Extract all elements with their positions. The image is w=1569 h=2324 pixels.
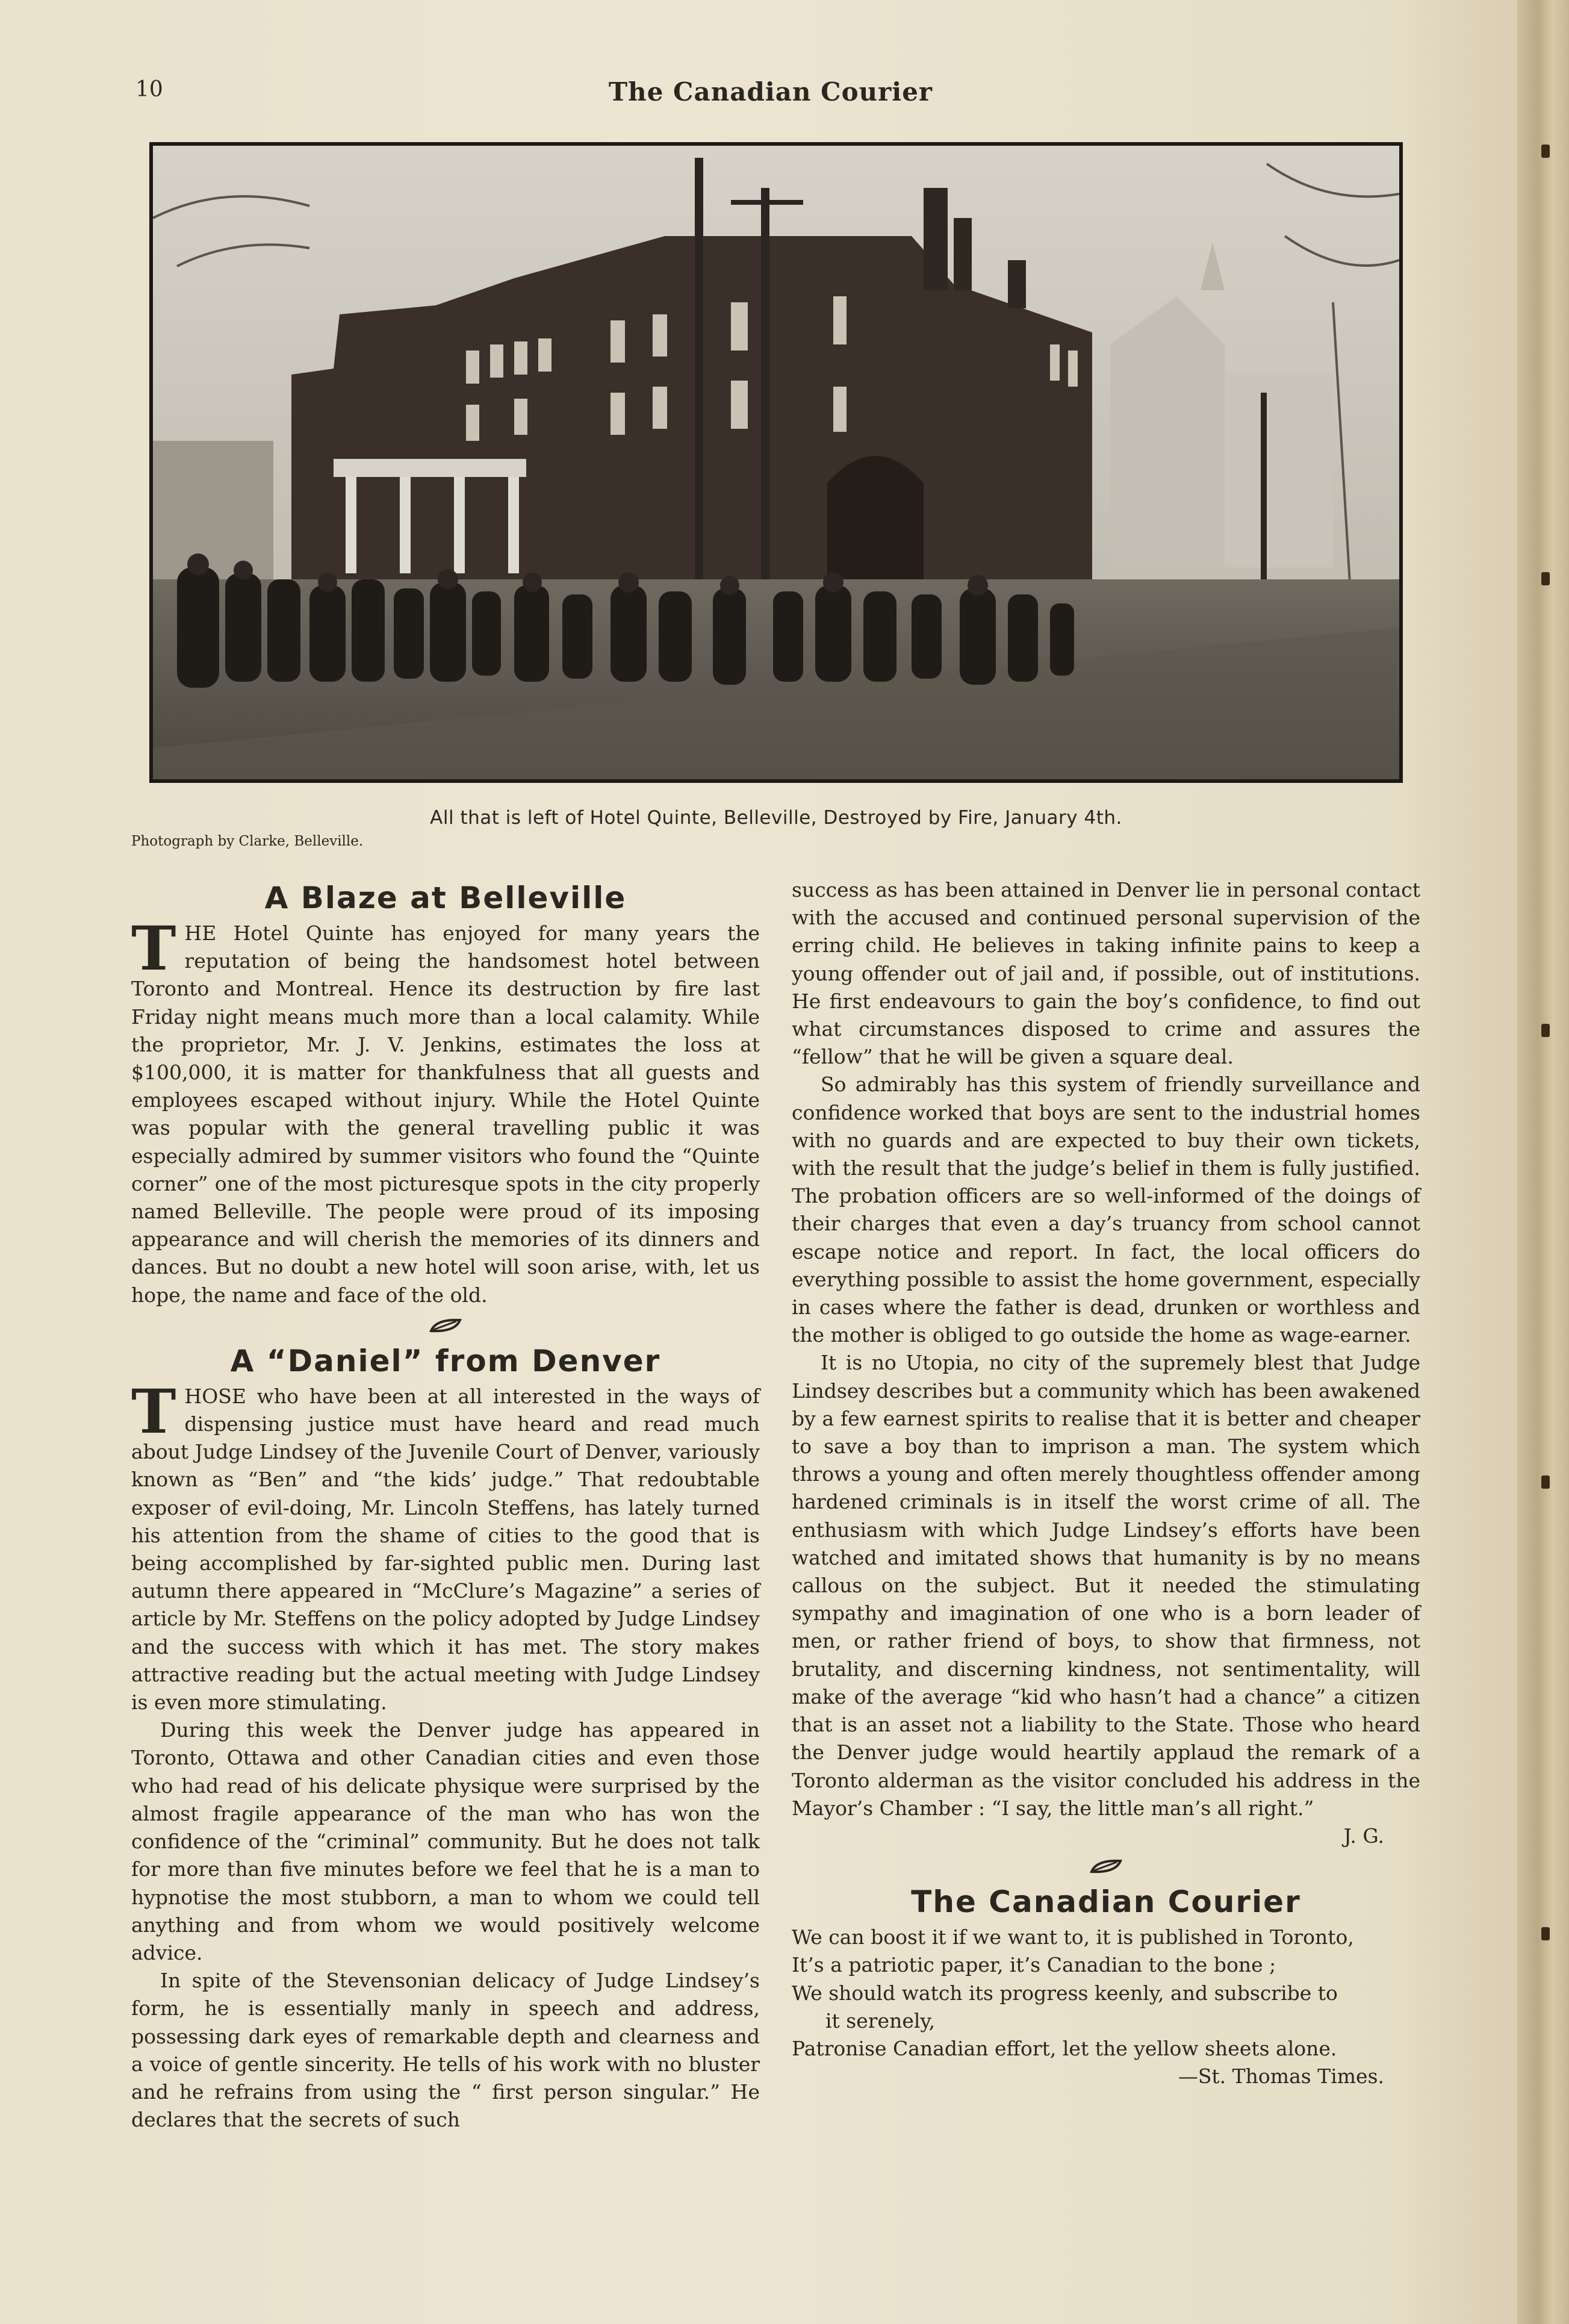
page-header [135, 77, 1406, 113]
article-paragraph: In spite of the Stevensonian delicacy of Judge Lindsey’s form, he is essentially manly in speech and address, possessing dark eyes of remarkable depth and clearness and a voice of gentle sincerity. He tells of his work with no bluster and he refrains from using the “ first person singular.” He declares that the secrets of such [131, 1969, 760, 2132]
poem [792, 1924, 1420, 2090]
binding-spine [1517, 0, 1569, 2324]
photo-illustration [153, 146, 1399, 779]
binding-mark [1541, 1475, 1550, 1489]
article-paragraph: THOSE who have been at all interested in the ways of dispensing justice must have heard and read much about Judge Lindsey of the Juvenile Court of Denver, variously known as “Ben” and “the kids’ judge.” That redoubtable exposer of evil-doing, Mr. Lincoln Steffens, has lately turned his attention from the shame of cities to the good that is being accomplished by far-sighted public men. During last autumn there appeared in “McClure’s Magazine” a series of article by Mr. Steffens on the policy adopted by Judge Lindsey and the success with which it has met. The story makes attractive reading but the actual meeting with Judge Lindsey is even more stimulating. [131, 1375, 760, 1715]
drop-cap: T [131, 913, 176, 984]
article-paragraph: So admirably has this system of friendly surveillance and confidence worked that boys are sent to the industrial homes with no guards and are expected to buy their own tickets, with the result that the judge’s belief in them is fully justified. The probation officers are so well-informed of the doings of their charges that even a day’s truancy from school cannot escape notice and report. In fact, the local officers do everything possible to assist the home government, especially in cases where the father is dead, drunken or worthless and the mother is obliged to go outside the home as wage-earner. [792, 1073, 1420, 1347]
article-title-blaze: A Blaze at Belleville [264, 880, 627, 915]
author-initials: J. G. [1343, 1824, 1384, 1848]
photo-credit: Photograph by Clarke, Belleville. [131, 833, 364, 849]
poem-line: We can boost it if we want to, it is published in Toronto, [792, 1925, 1354, 1949]
leaf-ornament-icon [131, 1309, 760, 1339]
poem-line: Patronise Canadian effort, let the yellow sheets alone. [792, 2036, 1337, 2060]
poem-line: We should watch its progress keenly, and subscribe to [792, 1981, 1338, 2005]
leaf-ornament-icon [792, 1850, 1420, 1880]
article-title-daniel: A “Daniel” from Denver [230, 1343, 661, 1379]
article-paragraph: success as has been attained in Denver lie in personal contact with the accused and continued personal supervision of the erring child. He believes in taking infinite pains to keep a young offender out of jail and, if possible, out of institutions. He first endeavours to gain the boy’s confidence, to find out what circumstances disposed to crime and assures the “fellow” that he will be given a square deal. [792, 878, 1420, 1069]
binding-mark [1541, 1927, 1550, 1940]
article-paragraph: During this week the Denver judge has appeared in Toronto, Ottawa and other Canadian cities and even those who had read of his delicate physique were surprised by the almost fragile appearance of the man who has won the confidence of the “criminal” community. But he does not talk for more than five minutes before we feel that he is a man to hypnotise the most stubborn, a man to whom we could tell anything and from whom we would positively welcome advice. [131, 1718, 760, 1964]
poem-line: it serenely, [825, 2008, 936, 2033]
hotel-ruins-photograph [149, 142, 1403, 783]
page-number: 10 [135, 77, 163, 102]
photo-caption: All that is left of Hotel Quinte, Belleville, Destroyed by Fire, January 4th. [430, 807, 1122, 829]
binding-mark [1541, 1024, 1550, 1037]
left-column [131, 876, 760, 2134]
binding-mark [1541, 572, 1550, 585]
poem-line: It’s a patriotic paper, it’s Canadian to the bone ; [792, 1953, 1276, 1977]
right-column [792, 876, 1420, 2090]
poem-attribution: —St. Thomas Times. [1178, 2064, 1384, 2089]
publication-title: The Canadian Courier [608, 77, 933, 107]
article-paragraph: THE Hotel Quinte has enjoyed for many years the reputation of being the handsomest hotel between Toronto and Montreal. Hence its destruction by fire last Friday night means much more than a local calamity. While the proprietor, Mr. J. V. Jenkins, estimates the loss at $100,000, it is matter for thankfulness that all guests and employees escaped without injury. While the Hotel Quinte was popular with the general travelling public it was especially admired by summer visitors who found the “Quinte corner” one of the most picturesque spots in the city properly named Belleville. The people were proud of its imposing appearance and will cherish the memories of its dinners and dances. But no doubt a new hotel will soon arise, with, let us hope, the name and face of the old. [131, 913, 760, 1307]
drop-cap: T [131, 1375, 176, 1447]
article-paragraph: It is no Utopia, no city of the supremely blest that Judge Lindsey describes but a community which has been awakened by a few earnest spirits to realise that it is better and cheaper to save a boy than to imprison a man. The system which throws a young and often merely thoughtless offender among hardened criminals is in itself the worst crime of all. The enthusiasm with which Judge Lindsey’s efforts have been watched and imitated shows that humanity is by no means callous on the subject. But it needed the stimulating sympathy and imagination of one who is a born leader of men, or rather friend of boys, to show that firmness, not brutality, and discerning kindness, not sentimentality, will make of the average “kid who hasn’t had a chance” a citizen that is an asset not a liability to the State. Those who heard the Denver judge would heartily applaud the remark of a Toronto alderman as the visitor concluded his address in the Mayor’s Chamber : “I say, the little man’s all right.” [792, 1351, 1420, 1820]
binding-mark [1541, 145, 1550, 158]
poem-title: The Canadian Courier [911, 1884, 1301, 1920]
